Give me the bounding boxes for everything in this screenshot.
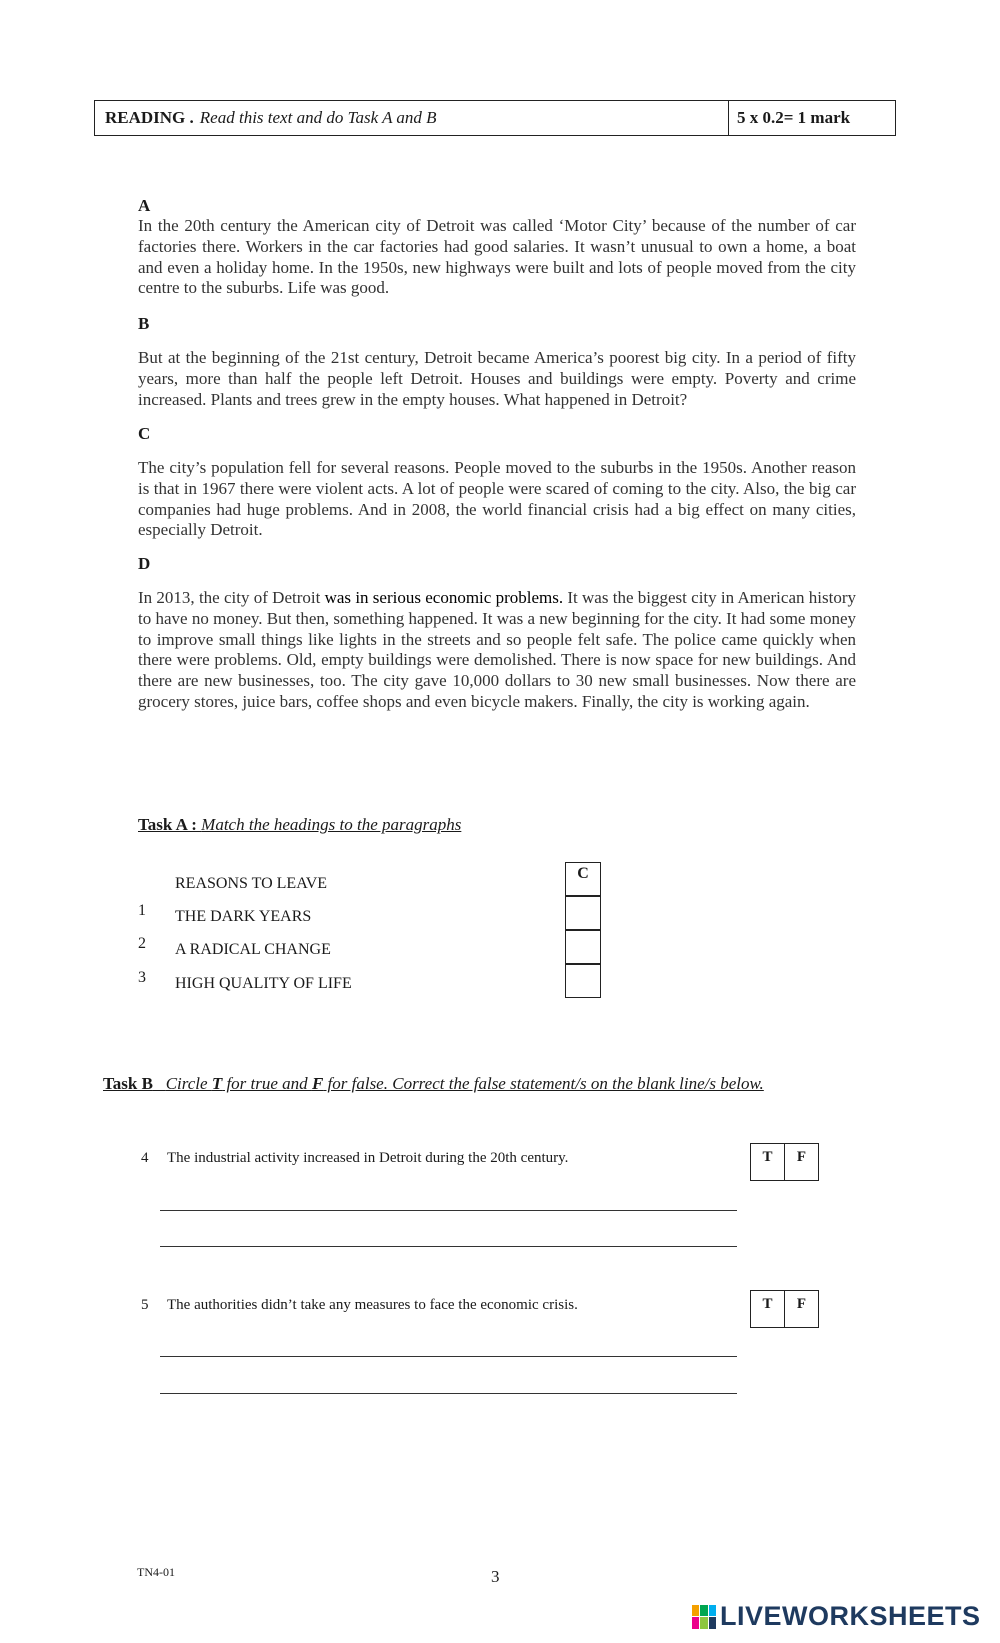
paragraph-d-highlight: was in serious economic problems. <box>324 588 564 607</box>
task-b-instruction-part: Circle <box>165 1074 212 1093</box>
statement-number: 5 <box>141 1297 149 1313</box>
marks-label: 5 x 0.2= 1 mark <box>737 108 851 127</box>
heading-text: THE DARK YEARS <box>175 908 312 925</box>
false-option[interactable]: F <box>784 1144 818 1180</box>
true-false-box <box>750 1143 819 1181</box>
statement-text: The industrial activity increased in Detroit during the 20th century. <box>167 1150 569 1166</box>
answer-line[interactable] <box>160 1356 737 1357</box>
document-code: TN4-01 <box>137 1565 175 1579</box>
true-option[interactable]: T <box>762 1149 773 1165</box>
heading-number: 2 <box>138 935 146 952</box>
false-option[interactable]: F <box>784 1291 818 1327</box>
heading-row <box>138 902 608 936</box>
heading-row <box>138 935 608 969</box>
paragraph-d-start: In 2013, the city of Detroit <box>138 588 325 607</box>
section-title: READING . <box>105 108 194 127</box>
heading-answer-box[interactable] <box>565 930 601 964</box>
brand-logo[interactable] <box>692 1601 981 1632</box>
paragraph-a-text: In the 20th century the American city of Detroit was called ‘Motor City’ because of the number of car factories there. Workers in the car factories had good salaries. It wasn’t unusual to own a home, a boat and even a holiday home. In the 1950s, new highways were built and lots of people moved from the city centre to the suburbs. Life was good. <box>138 216 856 298</box>
paragraph-b-text: But at the beginning of the 21st century, Detroit became America’s poorest big city. In a period of fifty years, more than half the people left Detroit. Houses and buildings were empty. Poverty and crime increased. Plants and trees grew in the empty houses. What happened in Detroit? <box>138 348 856 409</box>
brand-icon <box>692 1605 716 1629</box>
task-b-instruction-part: for false. Correct the false statement/s on the blank line/s below. <box>323 1074 764 1093</box>
task-b-f-letter: F <box>311 1074 324 1093</box>
paragraph-d-text <box>138 588 856 713</box>
paragraph-c-text: The city’s population fell for several reasons. People moved to the suburbs in the 1950s. Another reason is that in 1967 there were violent acts. A lot of people were scared of coming to the city. Also, the big car companies had huge problems. And in 2008, the world financial crisis had a big effect on many cities, especially Detroit. <box>138 458 856 540</box>
heading-answer-box[interactable] <box>565 896 601 930</box>
task-a-label: Task A <box>138 815 187 834</box>
heading-answer-box[interactable] <box>565 964 601 998</box>
true-option[interactable]: T <box>762 1296 773 1312</box>
paragraph-letter-a: A <box>138 196 151 215</box>
task-b-label: Task B <box>103 1074 153 1093</box>
header-instruction <box>95 101 729 135</box>
paragraph-letter-c: C <box>138 424 151 443</box>
heading-row <box>138 969 608 1003</box>
heading-number: 3 <box>138 969 146 986</box>
paragraph-d-rest: It was the biggest city in American history to have no money. But then, something happened. It was a new beginning for the city. It had some money to improve small things like lights in the streets and so people felt safe. The police came quickly when there were problems. Old, empty buildings were demolished. There is now space for new buildings. And there are new businesses, too. The city gave 10,000 dollars to 30 new small businesses. Now there are grocery stores, juice bars, coffee shops and even bicycle makers. Finally, the city is working again. <box>138 588 856 711</box>
task-b-t-letter: T <box>211 1074 223 1093</box>
answer-line[interactable] <box>160 1210 737 1211</box>
task-b-title <box>103 1074 813 1094</box>
heading-text: HIGH QUALITY OF LIFE <box>175 975 352 992</box>
answer-line[interactable] <box>160 1393 737 1394</box>
true-false-box <box>750 1290 819 1328</box>
instruction-text: Read this text and do Task A and B <box>199 108 437 127</box>
heading-text: REASONS TO LEAVE <box>175 875 328 892</box>
brand-name: LIVEWORKSHEETS <box>720 1601 981 1631</box>
heading-answer-box[interactable]: C <box>565 862 601 896</box>
heading-text: A RADICAL CHANGE <box>175 941 331 958</box>
header-box <box>94 100 896 136</box>
statement-number: 4 <box>141 1150 149 1166</box>
heading-number: 1 <box>138 902 146 919</box>
paragraph-letter-b: B <box>138 314 150 333</box>
task-a-separator: : <box>187 815 202 834</box>
task-a-instruction: Match the headings to the paragraphs <box>201 815 462 834</box>
answer-line[interactable] <box>160 1246 737 1247</box>
task-b-instruction-part: for true and <box>222 1074 312 1093</box>
statement-text: The authorities didn’t take any measures to face the economic crisis. <box>167 1297 578 1313</box>
task-b-instruction <box>166 1074 764 1093</box>
task-a-title <box>138 815 461 835</box>
page-number: 3 <box>491 1567 500 1586</box>
paragraph-letter-d: D <box>138 554 151 573</box>
